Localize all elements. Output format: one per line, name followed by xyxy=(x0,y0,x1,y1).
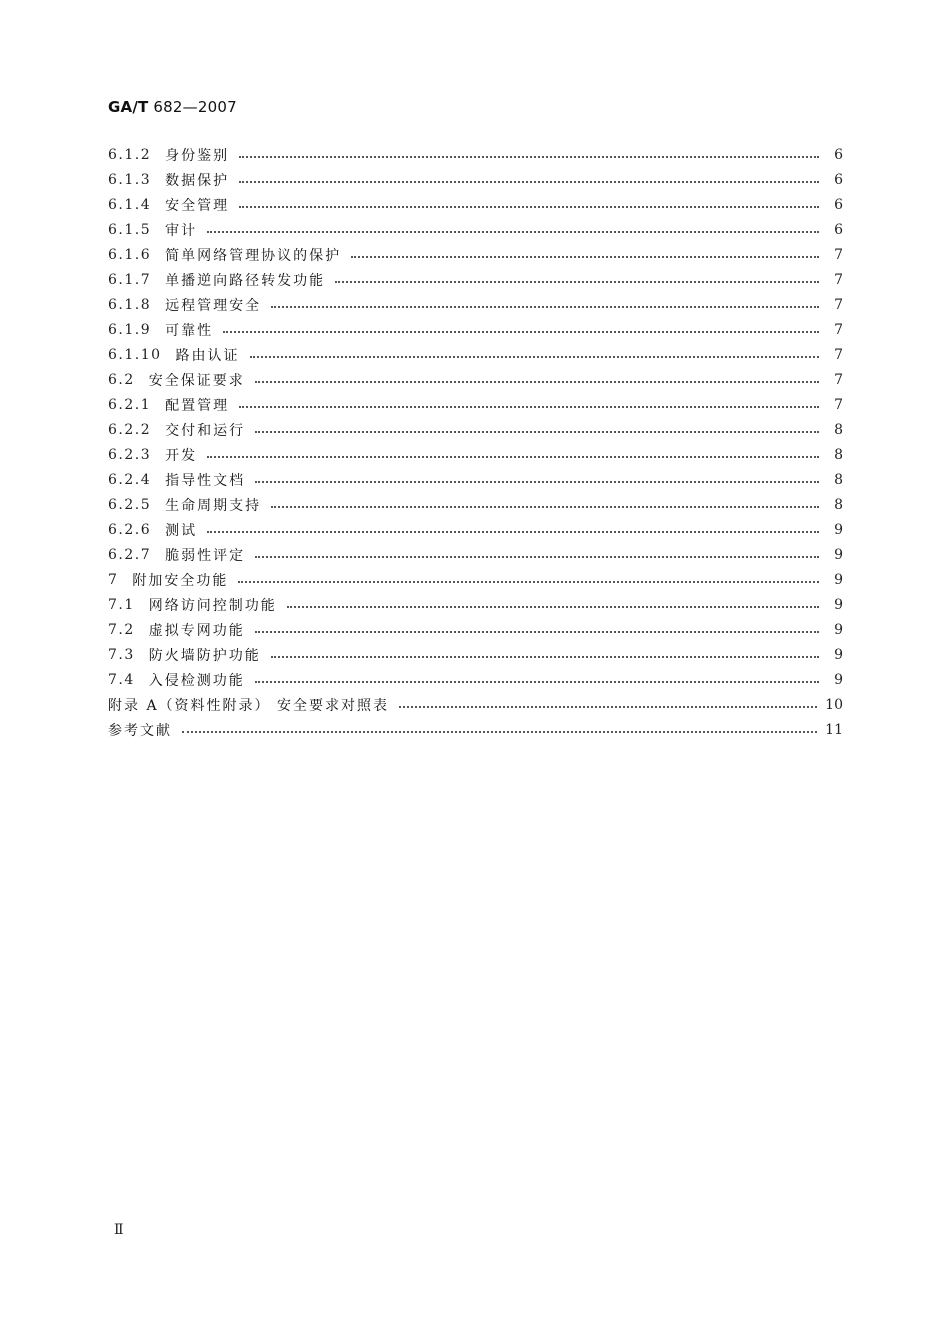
toc-dot-leader xyxy=(255,431,819,433)
toc-dot-leader xyxy=(255,556,819,558)
toc-entry-page: 9 xyxy=(834,621,843,638)
toc-entry[interactable] xyxy=(108,342,843,367)
standard-number: 682—2007 xyxy=(153,98,237,116)
toc-entry-title: 简单网络管理协议的保护 xyxy=(165,247,342,264)
toc-entry-page: 10 xyxy=(825,696,843,713)
toc-entry-page: 9 xyxy=(834,646,843,663)
toc-entry[interactable] xyxy=(108,242,843,267)
toc-entry-page: 7 xyxy=(834,246,843,263)
toc-entry-number: 6.1.5 xyxy=(108,221,152,238)
toc-entry-page: 7 xyxy=(834,396,843,413)
toc-entry[interactable] xyxy=(108,467,843,492)
toc-entry-number: 6.1.6 xyxy=(108,246,152,263)
toc-entry-page: 7 xyxy=(834,271,843,288)
toc-entry-number: 7.4 xyxy=(108,671,135,688)
toc-entry-page: 7 xyxy=(834,321,843,338)
toc-entry-number: 7.3 xyxy=(108,646,135,663)
toc-entry-number: 6.2.7 xyxy=(108,546,152,563)
toc-entry-title: 脆弱性评定 xyxy=(165,547,246,564)
toc-entry[interactable] xyxy=(108,192,843,217)
toc-entry[interactable] xyxy=(108,267,843,292)
toc-dot-leader xyxy=(255,381,819,383)
toc-entry-number: 6.1.9 xyxy=(108,321,152,338)
toc-entry-title: 附录 A（资料性附录） 安全要求对照表 xyxy=(108,697,390,714)
toc-dot-leader xyxy=(207,456,819,458)
table-of-contents xyxy=(108,142,843,742)
toc-entry[interactable] xyxy=(108,317,843,342)
toc-entry-page: 9 xyxy=(834,521,843,538)
toc-entry-title: 开发 xyxy=(165,447,198,464)
toc-entry-title: 审计 xyxy=(165,222,198,239)
toc-entry-number: 6.1.3 xyxy=(108,171,152,188)
toc-dot-leader xyxy=(351,256,819,258)
toc-entry-title: 附加安全功能 xyxy=(132,572,229,589)
toc-entry-title: 身份鉴别 xyxy=(165,147,230,164)
toc-entry-title: 防火墙防护功能 xyxy=(148,647,261,664)
toc-entry[interactable] xyxy=(108,717,843,742)
toc-entry[interactable] xyxy=(108,492,843,517)
toc-entry-number: 6.1.7 xyxy=(108,271,152,288)
toc-entry-title: 可靠性 xyxy=(165,322,214,339)
toc-entry-title: 交付和运行 xyxy=(165,422,246,439)
toc-entry-page: 8 xyxy=(834,471,843,488)
toc-entry-number: 7 xyxy=(108,571,119,588)
toc-entry-number: 6.1.2 xyxy=(108,146,152,163)
toc-entry-title: 入侵检测功能 xyxy=(148,672,245,689)
toc-entry-title: 指导性文档 xyxy=(165,472,246,489)
toc-entry-number: 6.1.10 xyxy=(108,346,162,363)
toc-entry-page: 6 xyxy=(834,196,843,213)
toc-dot-leader xyxy=(239,206,819,208)
standard-header xyxy=(108,98,237,116)
toc-dot-leader xyxy=(287,606,819,608)
toc-entry-page: 8 xyxy=(834,421,843,438)
toc-dot-leader xyxy=(255,631,819,633)
toc-entry-page: 8 xyxy=(834,496,843,513)
toc-entry[interactable] xyxy=(108,542,843,567)
toc-dot-leader xyxy=(238,581,819,583)
toc-entry-page: 7 xyxy=(834,346,843,363)
toc-entry-number: 6.2 xyxy=(108,371,135,388)
toc-entry-title: 虚拟专网功能 xyxy=(148,622,245,639)
toc-entry-number: 6.2.1 xyxy=(108,396,152,413)
toc-dot-leader xyxy=(182,731,817,733)
toc-entry-title: 远程管理安全 xyxy=(165,297,262,314)
toc-dot-leader xyxy=(239,181,819,183)
toc-dot-leader xyxy=(271,506,819,508)
toc-dot-leader xyxy=(239,156,819,158)
toc-dot-leader xyxy=(255,681,819,683)
toc-entry-title: 数据保护 xyxy=(165,172,230,189)
toc-entry-page: 9 xyxy=(834,546,843,563)
toc-dot-leader xyxy=(255,481,819,483)
toc-entry-title: 安全保证要求 xyxy=(148,372,245,389)
toc-entry[interactable] xyxy=(108,217,843,242)
toc-entry-page: 9 xyxy=(834,596,843,613)
toc-entry-title: 配置管理 xyxy=(165,397,230,414)
toc-entry[interactable] xyxy=(108,367,843,392)
toc-entry[interactable] xyxy=(108,142,843,167)
toc-dot-leader xyxy=(271,656,819,658)
toc-entry-number: 6.2.3 xyxy=(108,446,152,463)
toc-entry[interactable] xyxy=(108,417,843,442)
standard-code: GA/T xyxy=(108,98,149,116)
toc-entry-number: 6.2.4 xyxy=(108,471,152,488)
toc-entry-title: 生命周期支持 xyxy=(165,497,262,514)
toc-entry-page: 9 xyxy=(834,671,843,688)
toc-entry[interactable] xyxy=(108,667,843,692)
toc-entry-page: 6 xyxy=(834,171,843,188)
toc-dot-leader xyxy=(271,306,819,308)
toc-entry-page: 8 xyxy=(834,446,843,463)
toc-entry-number: 6.2.6 xyxy=(108,521,152,538)
toc-entry[interactable] xyxy=(108,692,843,717)
toc-entry-number: 6.2.5 xyxy=(108,496,152,513)
toc-entry[interactable] xyxy=(108,642,843,667)
toc-dot-leader xyxy=(250,356,819,358)
toc-dot-leader xyxy=(207,231,819,233)
toc-entry[interactable] xyxy=(108,392,843,417)
toc-entry[interactable] xyxy=(108,517,843,542)
toc-dot-leader xyxy=(207,531,819,533)
toc-entry-title: 安全管理 xyxy=(165,197,230,214)
toc-dot-leader xyxy=(239,406,819,408)
toc-entry-title: 测试 xyxy=(165,522,198,539)
toc-entry[interactable] xyxy=(108,617,843,642)
toc-dot-leader xyxy=(223,331,819,333)
toc-entry[interactable] xyxy=(108,567,843,592)
toc-entry-title: 路由认证 xyxy=(175,347,240,364)
toc-entry-page: 6 xyxy=(834,221,843,238)
toc-entry-page: 11 xyxy=(825,721,843,738)
toc-entry-number: 7.2 xyxy=(108,621,135,638)
toc-entry-page: 7 xyxy=(834,371,843,388)
footer-page-number: Ⅱ xyxy=(114,1222,124,1238)
toc-entry-title: 单播逆向路径转发功能 xyxy=(165,272,326,289)
toc-entry-number: 7.1 xyxy=(108,596,135,613)
toc-entry-title: 网络访问控制功能 xyxy=(148,597,277,614)
toc-dot-leader xyxy=(399,706,817,708)
toc-entry-page: 7 xyxy=(834,296,843,313)
toc-entry[interactable] xyxy=(108,167,843,192)
toc-entry-number: 6.1.4 xyxy=(108,196,152,213)
toc-entry[interactable] xyxy=(108,442,843,467)
toc-entry-page: 6 xyxy=(834,146,843,163)
toc-entry-number: 6.1.8 xyxy=(108,296,152,313)
toc-entry-page: 9 xyxy=(834,571,843,588)
toc-entry[interactable] xyxy=(108,292,843,317)
toc-entry-title: 参考文献 xyxy=(108,722,172,739)
toc-entry-number: 6.2.2 xyxy=(108,421,152,438)
toc-dot-leader xyxy=(335,281,819,283)
toc-entry[interactable] xyxy=(108,592,843,617)
